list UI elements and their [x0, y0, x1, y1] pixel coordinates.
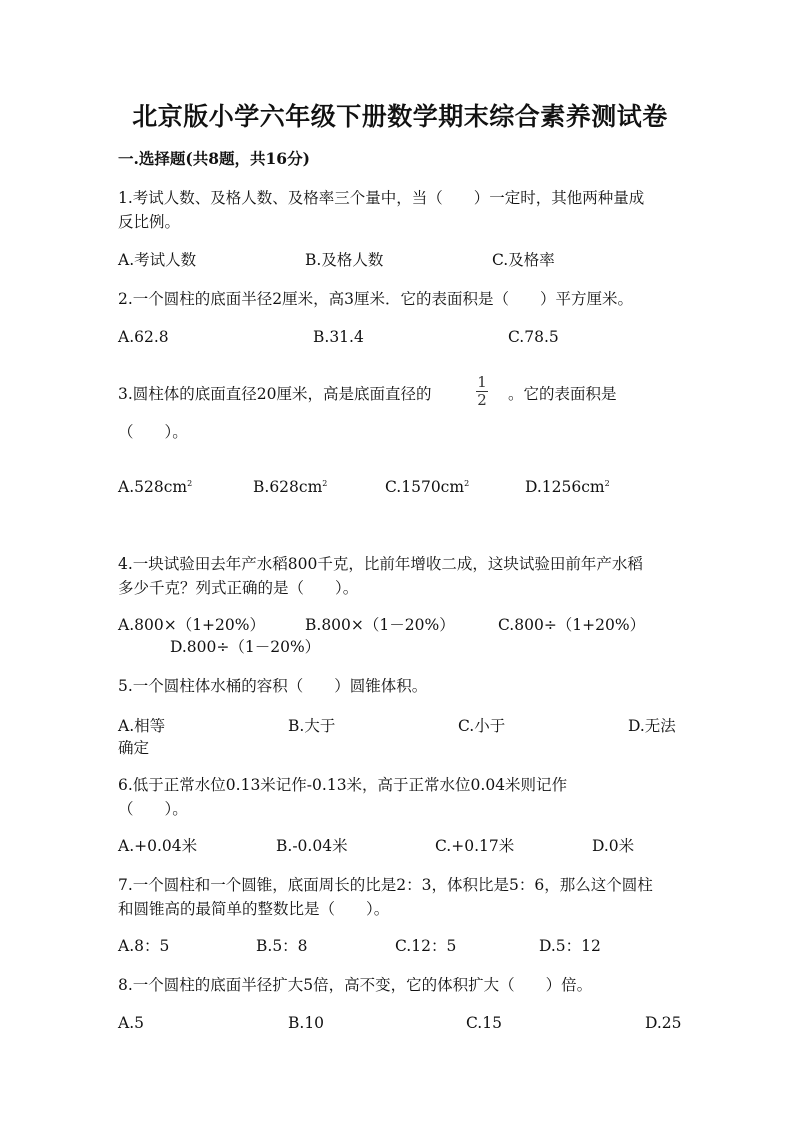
question-6 [118, 773, 678, 821]
fraction-one-half [476, 375, 488, 408]
q5-option-d: D.无法 [628, 717, 676, 735]
q2-option-c: C.78.5 [508, 328, 559, 346]
q5-option-b: B.大于 [288, 717, 336, 735]
question-3-line-2: （ ）。 [118, 423, 188, 441]
section-heading: 一.选择题(共8题，共16分) [118, 149, 310, 168]
question-6-line-1: 6.低于正常水位0.13米记作-0.13米，高于正常水位0.04米则记作 [118, 776, 568, 794]
question-7-line-1: 7.一个圆柱和一个圆锥，底面周长的比是2：3，体积比是5：6，那么这个圆柱 [118, 876, 653, 894]
q8-option-d: D.25 [645, 1014, 682, 1032]
q5-option-a: A.相等 [118, 717, 166, 735]
question-4-line-1: 4.一块试验田去年产水稻800千克，比前年增收二成，这块试验田前年产水稻 [118, 555, 643, 573]
q7-option-c: C.12：5 [395, 937, 457, 955]
question-3-text: 3.圆柱体的底面直径20厘米，高是底面直径的 [118, 385, 432, 403]
q4-option-a: A.800×（1+20%） [118, 616, 265, 634]
q3-option-d: $D.1256cm^2$ [525, 478, 610, 496]
question-4-line-2: 多少千克？列式正确的是（ ）。 [118, 579, 359, 597]
q3-option-a: $A.528cm^2$ [118, 478, 193, 496]
q5-option-c: C.小于 [458, 717, 506, 735]
q5-option-d-wrap: 确定 [118, 739, 150, 757]
q4-option-b: B.800×（1－20%） [305, 616, 455, 634]
q8-option-b: B.10 [288, 1014, 325, 1032]
q1-option-b: B.及格人数 [305, 251, 384, 269]
q8-option-c: C.15 [466, 1014, 502, 1032]
q6-option-b: B.-0.04米 [276, 837, 348, 855]
question-4 [118, 552, 678, 600]
question-1-line-2: 反比例。 [118, 213, 181, 231]
q3-option-c: $C.1570cm^2$ [385, 478, 470, 496]
question-8: 8.一个圆柱的底面半径扩大5倍，高不变，它的体积扩大（ ）倍。 [118, 976, 593, 994]
question-2: 2.一个圆柱的底面半径2厘米，高3厘米．它的表面积是（ ）平方厘米。 [118, 290, 634, 308]
question-1 [118, 186, 678, 234]
q2-option-b: B.31.4 [313, 328, 364, 346]
q1-option-c: C.及格率 [492, 251, 555, 269]
q6-option-a: A.+0.04米 [118, 837, 198, 855]
question-7 [118, 873, 678, 921]
q4-option-c: C.800÷（1+20%） [498, 616, 646, 634]
question-1-line-1: 1.考试人数、及格人数、及格率三个量中，当（ ）一定时，其他两种量成 [118, 189, 645, 207]
q7-option-d: D.5：12 [539, 937, 601, 955]
q3-option-b: $B.628cm^2$ [253, 478, 328, 496]
question-7-line-2: 和圆锥高的最简单的整数比是（ ）。 [118, 900, 390, 918]
q6-option-c: C.+0.17米 [435, 837, 515, 855]
q7-option-b: B.5：8 [256, 937, 308, 955]
q8-option-a: A.5 [118, 1014, 144, 1032]
fraction-denominator: 2 [477, 391, 487, 409]
question-5: 5.一个圆柱体水桶的容积（ ）圆锥体积。 [118, 677, 428, 695]
fraction-numerator: 1 [477, 373, 487, 391]
q2-option-a: A.62.8 [118, 328, 169, 346]
page-title: 北京版小学六年级下册数学期末综合素养测试卷 [132, 102, 668, 131]
question-3-text-after: 。它的表面积是 [508, 385, 617, 403]
q4-option-d: D.800÷（1－20%） [170, 638, 321, 656]
question-6-line-2: （ ）。 [118, 800, 188, 818]
q1-option-a: A.考试人数 [118, 251, 197, 269]
q6-option-d: D.0米 [592, 837, 635, 855]
q7-option-a: A.8：5 [118, 937, 170, 955]
